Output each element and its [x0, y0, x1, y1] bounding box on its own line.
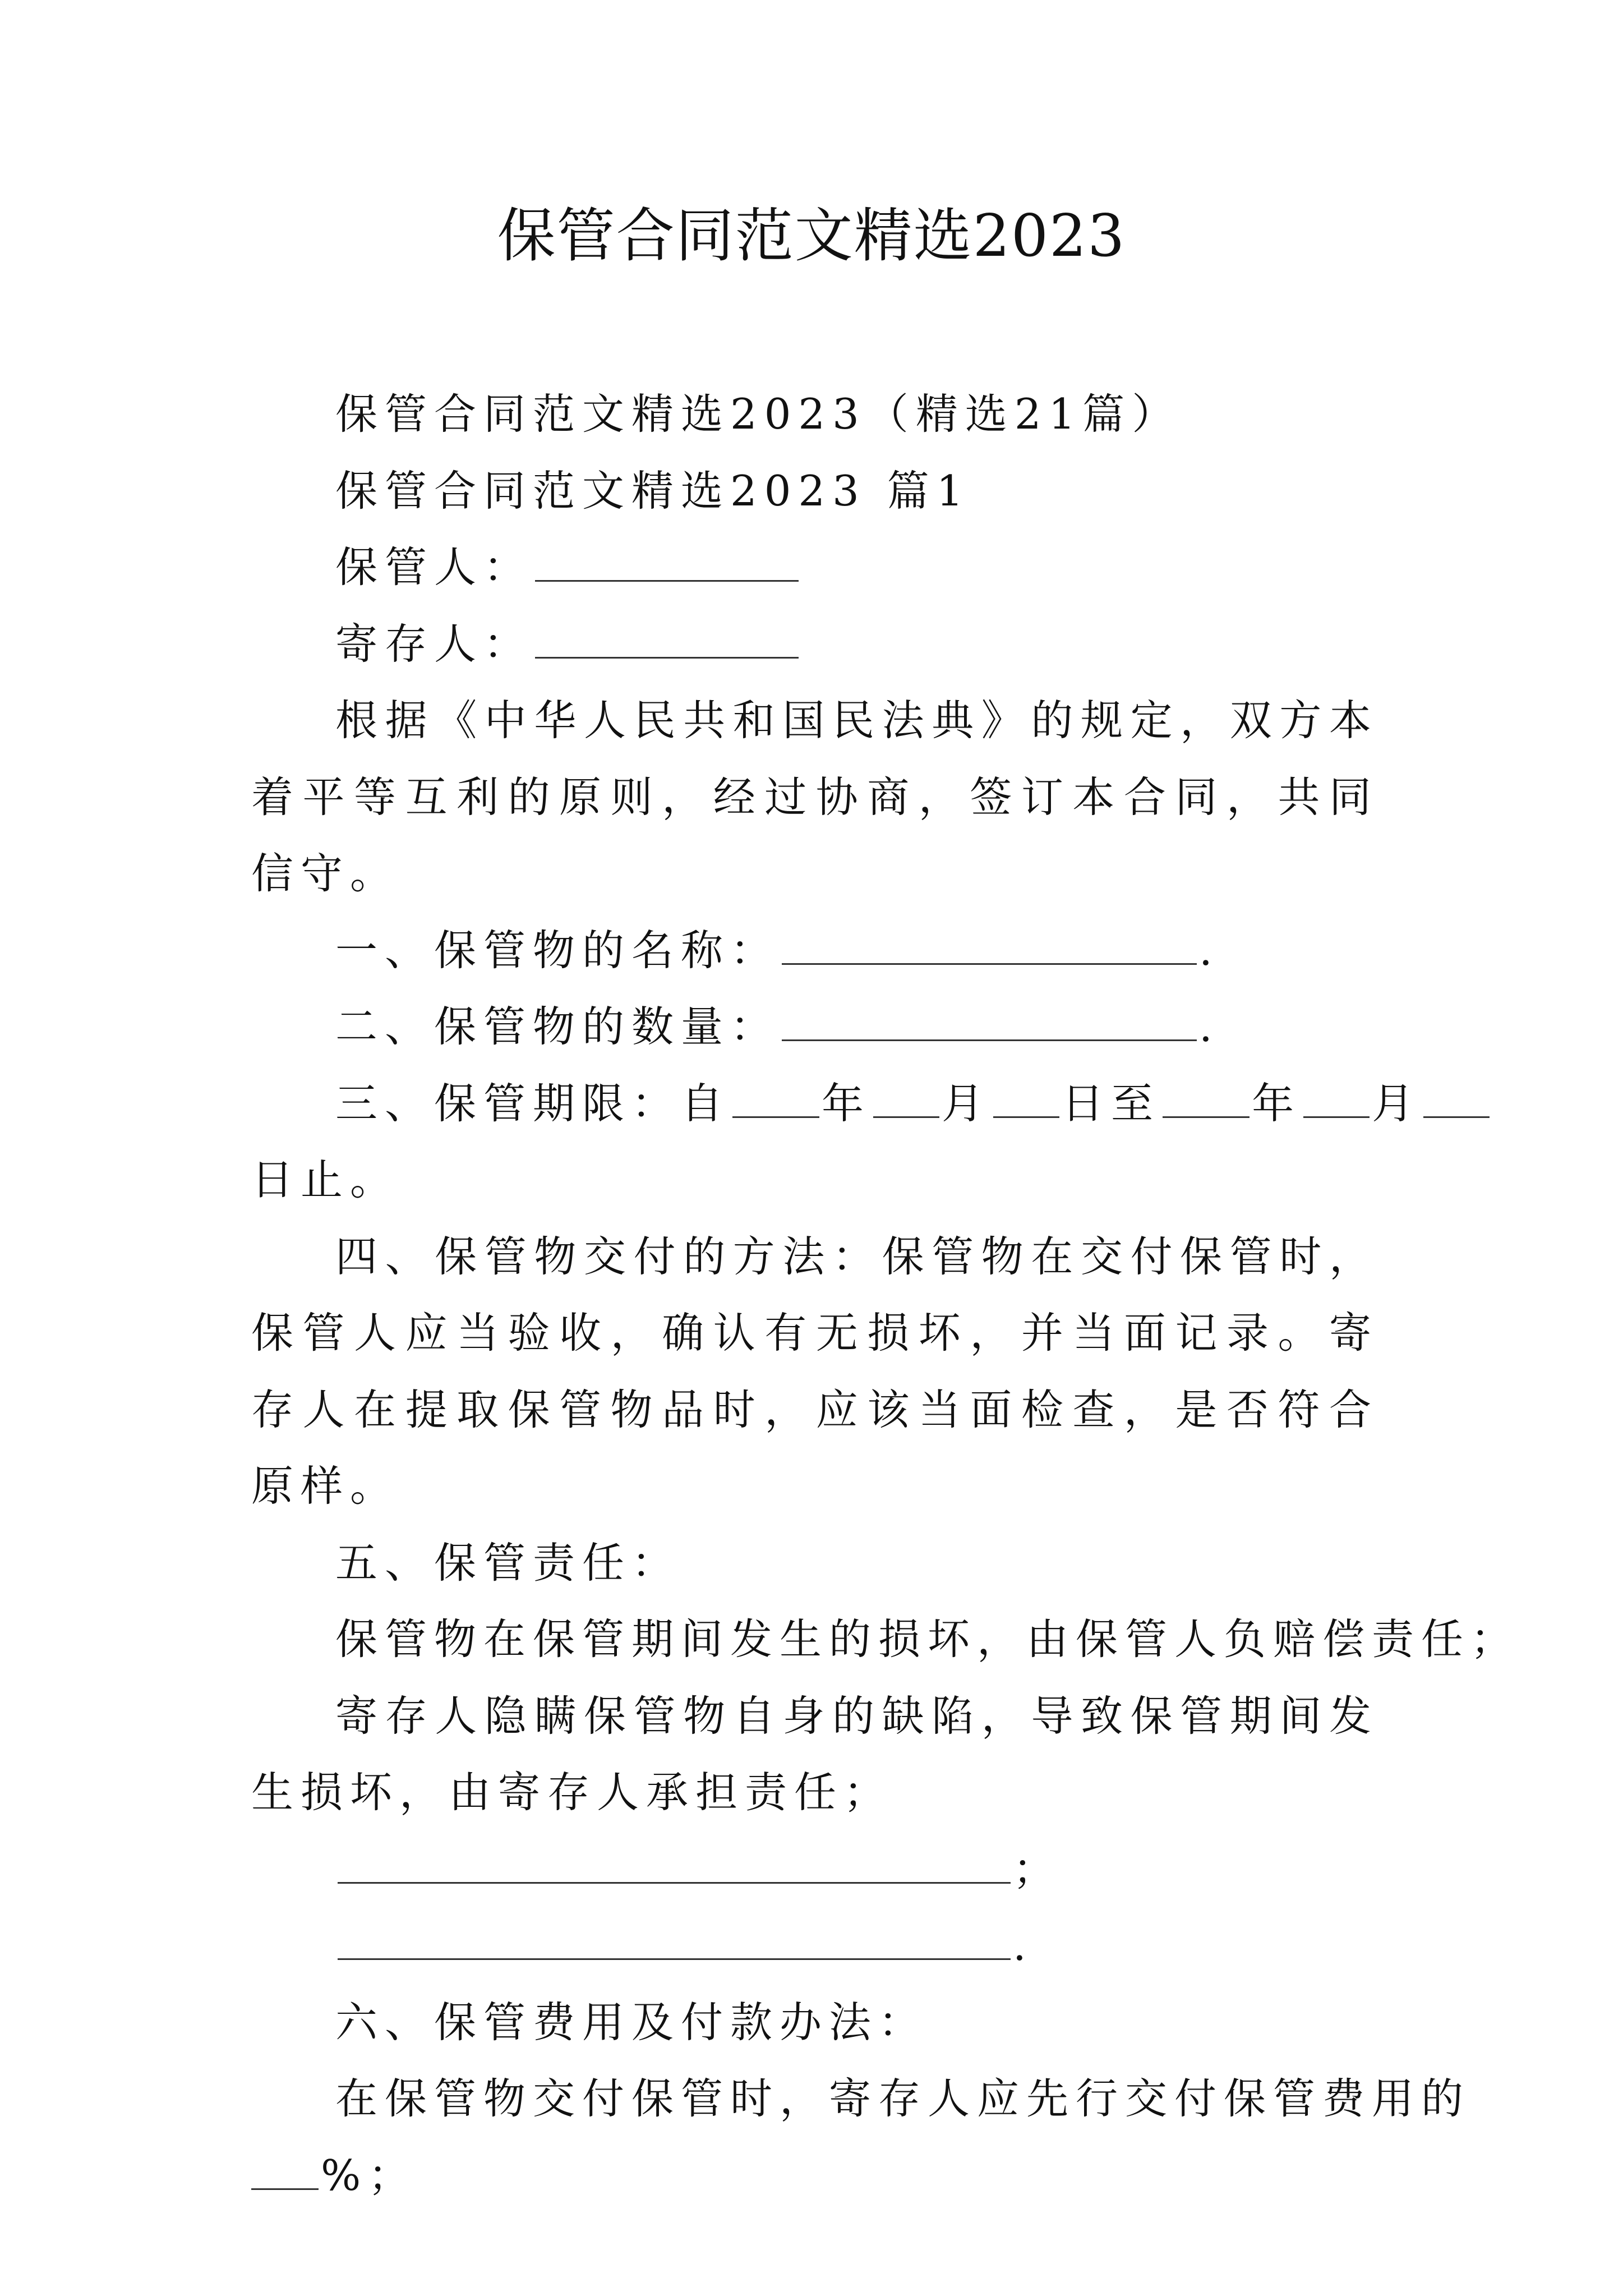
item-name-line [251, 912, 1378, 989]
start-month-label: 月 [942, 1078, 992, 1128]
intro-paragraph: 根据《中华人民共和国民法典》的规定，双方本着平等互利的原则，经过协商，签订本合同，共同信守。 [251, 696, 1378, 898]
start-day-blank [993, 1083, 1059, 1118]
liability-blank-line-1 [251, 1831, 1378, 1908]
fee-percent-blank [251, 2155, 319, 2190]
fee-text: 在保管物交付保管时，寄存人应先行交付保管费用的 [335, 2074, 1471, 2123]
liability-blank-2 [338, 1925, 1011, 1960]
custodian-line [251, 529, 1378, 606]
item-quantity-blank [782, 1006, 1197, 1041]
fee-percent-suffix: %； [321, 2150, 418, 2200]
period-prefix: 三、保管期限：自 [335, 1078, 731, 1128]
period-line [251, 1065, 1422, 1142]
period-end: 日止。 [251, 1155, 400, 1204]
end-day-blank [1423, 1083, 1490, 1118]
start-year-label: 年 [822, 1078, 872, 1128]
item-quantity-label: 二、保管物的数量： [335, 1002, 780, 1051]
liability-blank-1 [338, 1848, 1011, 1884]
liability-depositor: 寄存人隐瞒保管物自身的缺陷，导致保管期间发生损坏，由寄存人承担责任； [251, 1691, 1378, 1817]
depositor-label: 寄存人： [335, 619, 533, 669]
document-body [251, 376, 1520, 2214]
start-day-to-label: 日至 [1062, 1078, 1161, 1128]
delivery-paragraph: 四、保管物交付的方法：保管物在交付保管时，保管人应当验收，确认有无损坏，并当面记录。寄存人在提取保管物品时，应该当面检查，是否符合原样。 [251, 1231, 1378, 1511]
depositor-line [251, 606, 1378, 683]
item-name-blank [782, 930, 1197, 965]
document-title: 保管合同范文精选2023 [497, 201, 1126, 270]
fee-heading: 六、保管费用及付款办法： [335, 1997, 928, 2047]
item-name-dot: . [1199, 925, 1220, 975]
depositor-blank [535, 623, 799, 659]
section-heading: 保管合同范文精选2023 篇1 [335, 466, 971, 516]
end-year-blank [1163, 1083, 1249, 1118]
custodian-label: 保管人： [335, 542, 533, 592]
liability-dot: . [1013, 1921, 1034, 1970]
liability-heading: 五、保管责任： [335, 1538, 681, 1588]
custodian-blank [535, 546, 799, 582]
item-quantity-dot: . [1199, 1002, 1220, 1051]
liability-semicolon: ； [1013, 1844, 1063, 1894]
end-month-label: 月 [1372, 1078, 1422, 1128]
liability-custodian: 保管物在保管期间发生的损坏，由保管人负赔偿责任； [335, 1614, 1520, 1664]
end-month-blank [1303, 1083, 1370, 1118]
item-name-label: 一、保管物的名称： [335, 925, 780, 975]
start-month-blank [873, 1083, 939, 1118]
start-year-blank [732, 1083, 819, 1118]
liability-blank-line-2 [251, 1907, 1378, 1984]
subtitle: 保管合同范文精选2023（精选21篇） [335, 389, 1182, 439]
end-year-label: 年 [1252, 1078, 1302, 1128]
item-quantity-line [251, 988, 1378, 1065]
fee-percent-line [251, 2137, 1378, 2214]
